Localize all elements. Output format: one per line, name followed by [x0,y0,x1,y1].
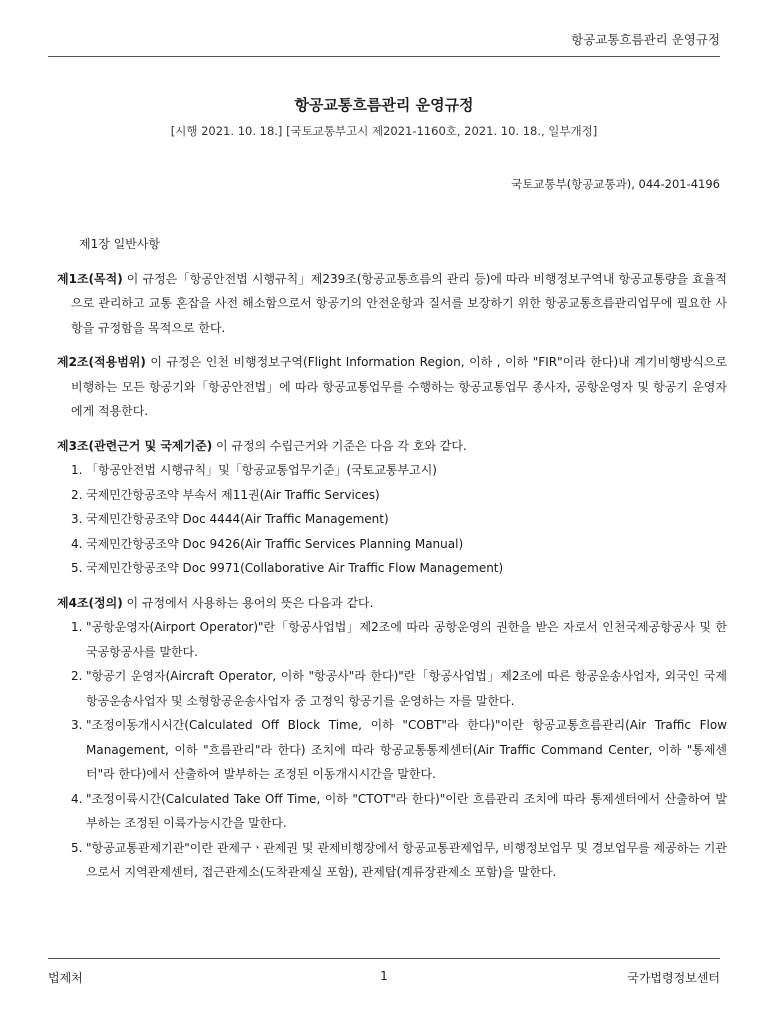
item-text: "공항운영자(Airport Operator)"란「항공사업법」제2조에 따라 공항운영의 권한을 받은 자로서 인천국제공항공사 및 한국공항공사를 말한다. [86,620,727,659]
list-item [57,532,727,557]
footer-divider [48,958,720,959]
item-number: 1. [71,620,83,634]
item-text: "항공교통관제기관"이란 관제구ㆍ관제권 및 관제비행장에서 항공교통관제업무, 비행정보업무 및 경보업무를 제공하는 기관으로서 지역관제센터, 접근관제소(도착관제실 포함), 관제탑(계류장관제소 포함)을 말한다. [86,840,727,879]
article-paragraph [57,591,727,616]
list-item [57,458,727,483]
article-label: 제1조(목적) [57,271,123,286]
article-paragraph [57,267,727,341]
item-text: 국제민간항공조약 Doc 9971(Collaborative Air Traffic Flow Management) [86,561,504,575]
document-title: 항공교통흐름관리 운영규정 [294,96,474,114]
article-text: 이 규정은 인천 비행정보구역(Flight Information Region, 이하 , 이하 "FIR"이라 한다)내 계기비행방식으로 비행하는 모든 항공기와「항공안전법」에 따라 항공교통업무를 수행하는 항공교통업무 종사자, 공항운영자 및 항공기 운영자에게 적용한다. [71,355,727,418]
item-text: 국제민간항공조약 부속서 제11권(Air Traffic Services) [86,487,380,502]
list-item [57,713,727,787]
article-1 [57,267,727,341]
list-item [57,556,727,581]
article-paragraph [57,350,727,424]
article-items [57,615,727,885]
article-label: 제2조(적용범위) [57,355,146,369]
item-text: 「항공안전법 시행규칙」및「항공교통업무기준」(국토교통부고시) [86,463,437,477]
article-4 [57,591,727,885]
item-number: 5. [71,840,83,855]
article-2 [57,350,727,424]
item-number: 4. [71,536,83,551]
item-number: 3. [71,718,83,732]
document-body [57,232,727,895]
item-text: 국제민간항공조약 Doc 4444(Air Traffic Management) [86,512,389,526]
list-item [57,836,727,885]
list-item [57,664,727,713]
ministry-contact: 국토교통부(항공교통과), 044-201-4196 [511,177,720,191]
article-label: 제4조(정의) [57,595,123,610]
article-label: 제3조(관련근거 및 국제기준) [57,438,213,453]
list-item [57,787,727,836]
item-number: 2. [71,487,83,502]
item-number: 2. [71,669,83,683]
footer-publisher: 국가법령정보센터 [627,971,720,985]
item-text: "항공기 운영자(Aircraft Operator, 이하 "항공사"라 한다)"란「항공사업법」제2조에 따른 항공운송사업자, 외국인 국제항공운송사업자 및 소형항공운송사업자 중 고정익 항공기를 운영하는 자를 말한다. [86,669,727,708]
item-number: 4. [71,791,83,806]
item-text: "조정이륙시간(Calculated Take Off Time, 이하 "CTOT"라 한다)"이란 흐름관리 조치에 따라 통제센터에서 산출하여 발부하는 조정된 이륙가능시간을 말한다. [86,791,727,830]
document-subtitle: [시행 2021. 10. 18.] [국토교통부고시 제2021-1160호, 2021. 10. 18., 일부개정] [170,124,598,138]
item-number: 3. [71,512,83,526]
list-item [57,507,727,532]
article-text: 이 규정에서 사용하는 용어의 뜻은 다음과 같다. [122,595,374,610]
article-text: 이 규정의 수립근거와 기준은 다음 각 호와 같다. [212,438,467,453]
header-divider [48,56,720,57]
footer-source: 법제처 [48,971,83,985]
item-number: 5. [71,561,83,575]
item-text: 국제민간항공조약 Doc 9426(Air Traffic Services Planning Manual) [86,536,464,551]
list-item [57,615,727,664]
page-number: 1 [380,969,388,983]
article-3 [57,434,727,581]
running-header: 항공교통흐름관리 운영규정 [571,32,720,47]
chapter-heading: 제1장 일반사항 [79,237,161,251]
article-paragraph [57,434,727,459]
item-number: 1. [71,463,83,477]
list-item [57,483,727,508]
article-text: 이 규정은「항공안전법 시행규칙」제239조(항공교통흐름의 관리 등)에 따라 비행정보구역내 항공교통량을 효율적으로 관리하고 교통 혼잡을 사전 해소함으로서 항공기의 안전운항과 질서를 보장하기 위한 항공교통흐름관리업무에 필요한 사항을 규정함을 목적으로 한다. [71,271,727,335]
article-items [57,458,727,581]
item-text: "조정이동개시시간(Calculated Off Block Time, 이하 "COBT"라 한다)"이란 항공교통흐름관리(Air Traffic Flow Management, 이하 "흐름관리"라 한다) 조치에 따라 항공교통통제센터(Air Traffic Command Center, 이하 "통제센터"라 한다)에서 산출하여 발부하는 조정된 이동개시시간을 말한다. [86,718,727,781]
